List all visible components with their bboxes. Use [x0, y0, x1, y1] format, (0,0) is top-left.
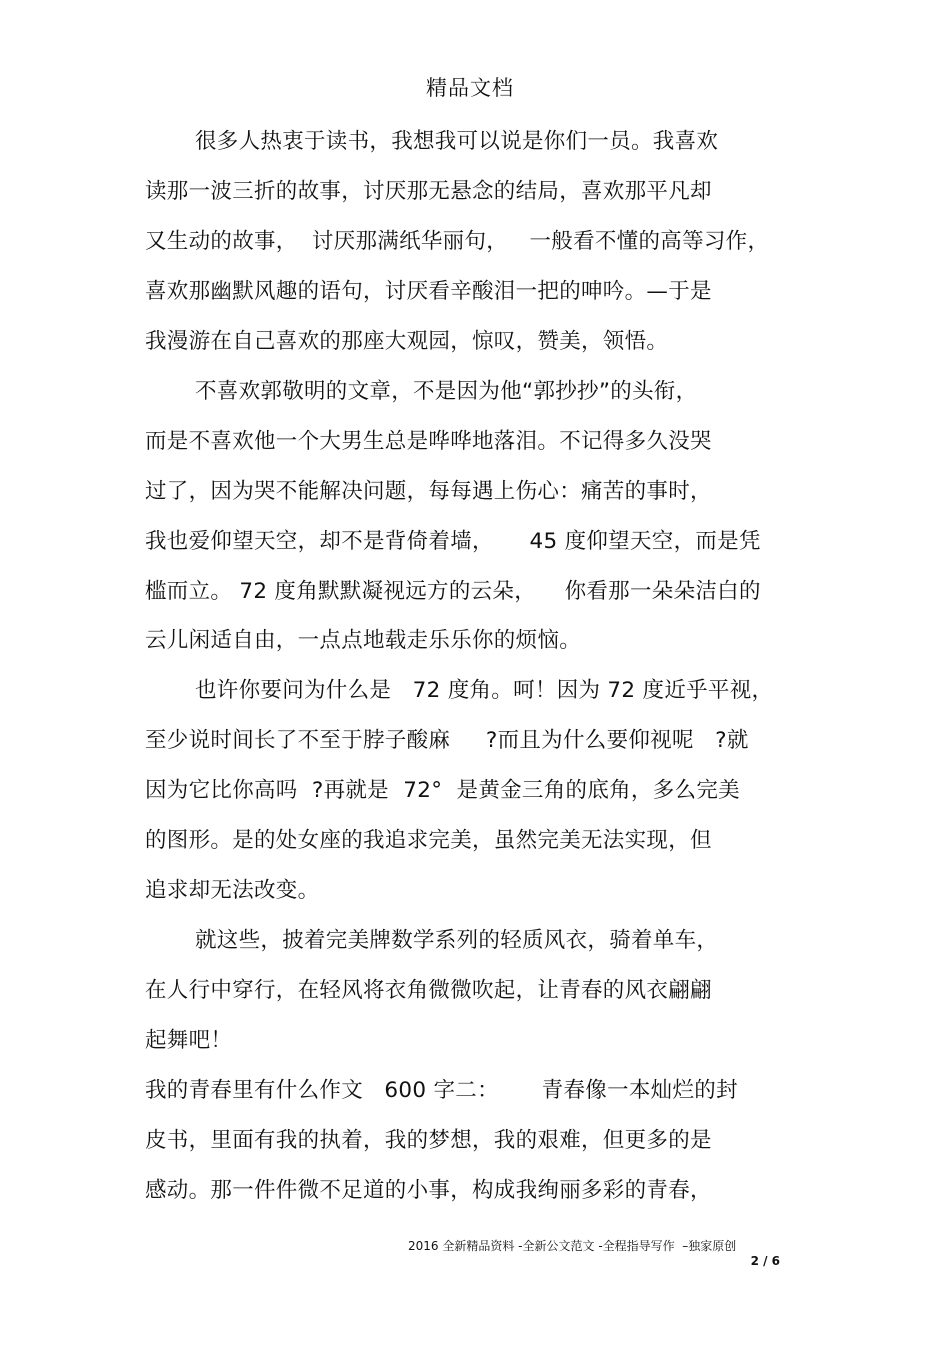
page-header-title: 精品文档 [426, 76, 514, 100]
text-line: 感动。那一件件微不足道的小事，构成我绚丽多彩的青春， [145, 1178, 712, 1203]
text-line: 也许你要问为什么是 72 度角。呵！因为 72 度近乎平视， [195, 678, 774, 703]
text-line: 喜欢那幽默风趣的语句，讨厌看辛酸泪一把的呻吟。—于是 [145, 279, 712, 304]
text-line: 在人行中穿行，在轻风将衣角微微吹起，让青春的风衣翩翩 [145, 978, 712, 1003]
text-line: 不喜欢郭敬明的文章，不是因为他“郭抄抄”的头衔， [195, 379, 698, 404]
text-line: 起舞吧！ [145, 1028, 233, 1053]
text-line: 的图形。是的处女座的我追求完美，虽然完美无法实现，但 [145, 828, 712, 853]
text-line: 我也爱仰望天空，却不是背倚着墙， 45 度仰望天空，而是凭 [145, 529, 761, 554]
text-line: 槛而立。 72 度角默默凝视远方的云朵， 你看那一朵朵洁白的 [145, 579, 761, 604]
text-line: 我漫游在自己喜欢的那座大观园，惊叹，赞美，领悟。 [145, 329, 669, 354]
text-line: 皮书，里面有我的执着，我的梦想，我的艰难，但更多的是 [145, 1128, 712, 1153]
text-line: 又生动的故事， 讨厌那满纸华丽句， 一般看不懂的高等习作， [145, 229, 770, 254]
text-line: 云儿闲适自由，一点点地载走乐乐你的烦恼。 [145, 628, 582, 653]
text-line: 读那一波三折的故事，讨厌那无悬念的结局，喜欢那平凡却 [145, 179, 712, 204]
text-line: 就这些，披着完美牌数学系列的轻质风衣，骑着单车， [195, 928, 719, 953]
text-line: 至少说时间长了不至于脖子酸麻 ?而且为什么要仰视呢 ?就 [145, 728, 749, 753]
text-line: 追求却无法改变。 [145, 878, 320, 903]
page-footer-text: 2016 全新精品资料 -全新公文范文 -全程指导写作 –独家原创 [408, 1239, 737, 1253]
text-line: 我的青春里有什么作文 600 字二： 青春像一本灿烂的封 [145, 1078, 738, 1103]
text-line: 过了，因为哭不能解决问题，每每遇上伤心：痛苦的事时， [145, 479, 712, 504]
text-line: 因为它比你高吗 ?再就是 72° 是黄金三角的底角，多么完美 [145, 778, 740, 803]
text-line: 而是不喜欢他一个大男生总是哗哗地落泪。不记得多久没哭 [145, 429, 712, 454]
page-number: 2 / 6 [750, 1254, 780, 1268]
text-line: 很多人热衷于读书，我想我可以说是你们一员。我喜欢 [195, 129, 719, 154]
